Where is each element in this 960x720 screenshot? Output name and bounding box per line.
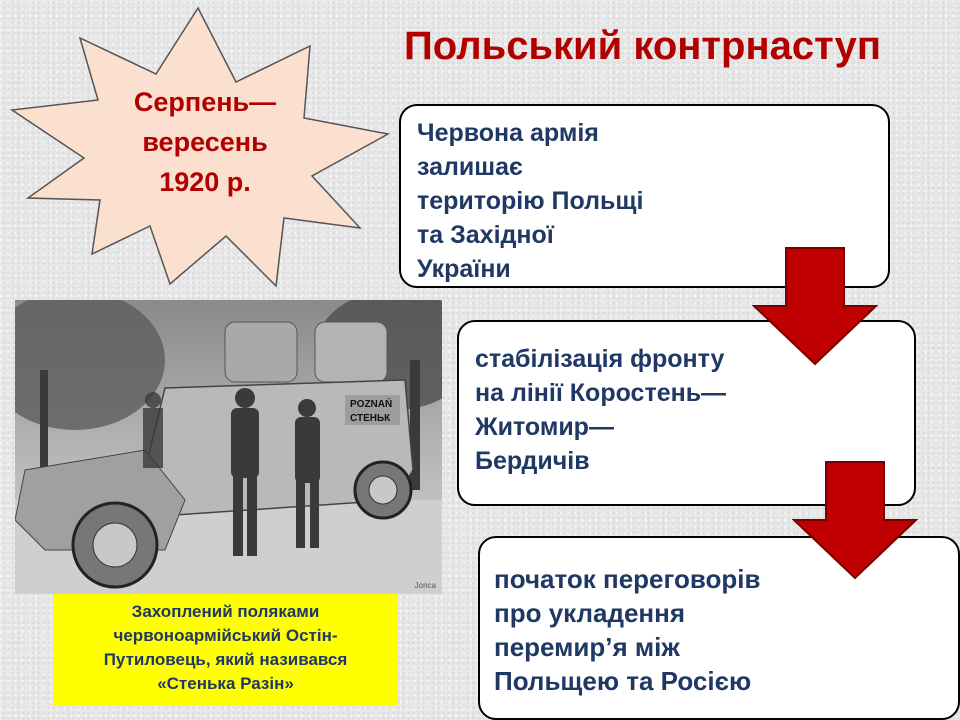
step-line: початок переговорів	[494, 564, 761, 594]
step-line: територію Польщі	[417, 187, 644, 215]
vehicle-inscription: СТЕНЬК	[350, 413, 391, 424]
step-line: Польщею та Росією	[494, 666, 752, 696]
date-line: Серпень—	[133, 87, 277, 117]
step-line: Червона армія	[417, 119, 599, 147]
caption-line: Захоплений поляками	[131, 602, 320, 621]
step-line: на лінії Коростень—	[475, 379, 727, 407]
caption-line: червоноармійський Остін-	[113, 626, 338, 645]
caption-line: «Стенька Разін»	[157, 674, 294, 693]
down-arrow-icon	[752, 246, 878, 366]
step-line: та Західної	[417, 221, 554, 249]
step-line: стабілізація фронту	[475, 345, 725, 373]
slide-title: Польський контрнаступ	[404, 24, 882, 68]
date-line: 1920 р.	[159, 167, 251, 197]
down-arrow-icon	[792, 460, 918, 580]
photo-credit: Jonca	[414, 581, 436, 590]
armored-car-photo	[15, 300, 442, 594]
step-line: Бердичів	[475, 447, 590, 475]
armored-car-illustration	[15, 300, 442, 594]
step-line: залишає	[417, 153, 523, 181]
step-line: Житомир—	[475, 413, 614, 441]
vehicle-inscription: POZNAŃ	[350, 399, 393, 410]
photo-caption	[53, 594, 398, 706]
step-line: України	[417, 255, 511, 283]
date-text	[100, 82, 310, 202]
date-line: вересень	[142, 127, 268, 157]
caption-line: Путиловець, який називався	[103, 650, 348, 669]
step-line: про укладення	[494, 598, 686, 628]
step-line: перемир’я між	[494, 632, 680, 662]
